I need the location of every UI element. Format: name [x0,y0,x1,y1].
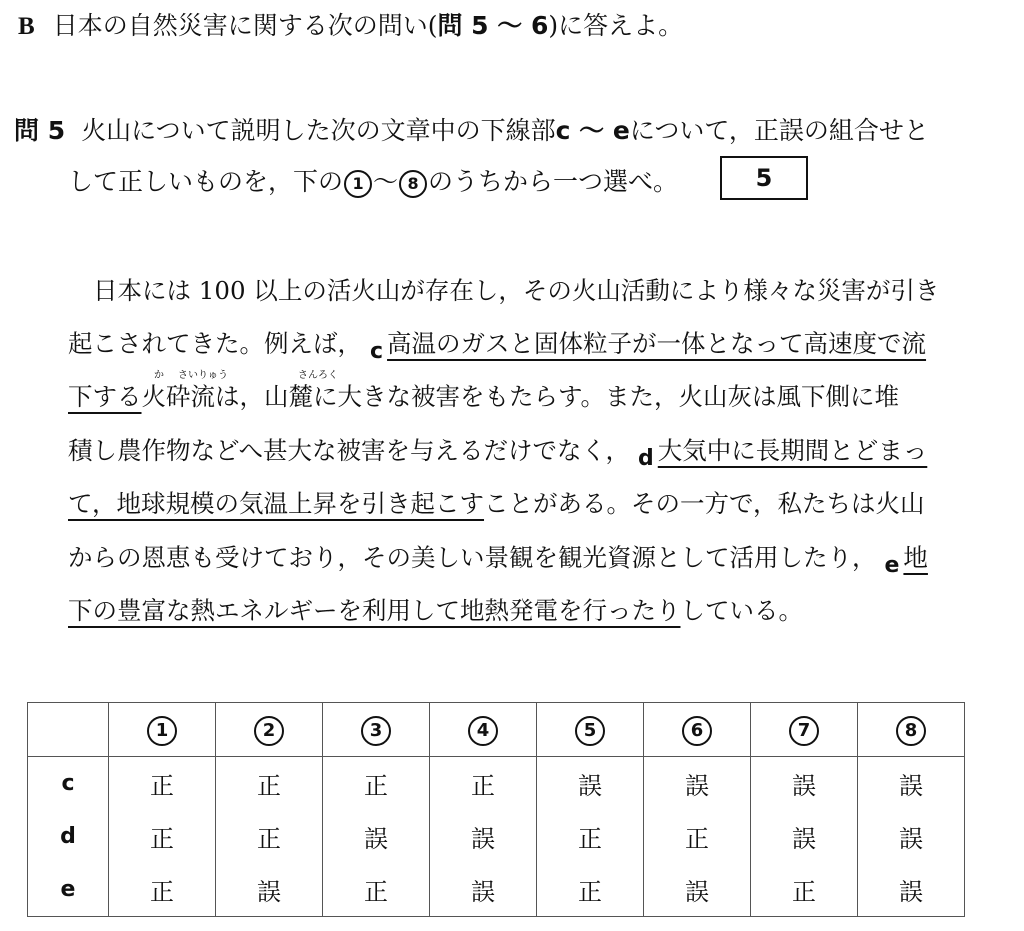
choice-7-label: 7 [789,716,819,746]
table-cell: 正 [644,810,751,863]
question-text-1a: 火山について説明した次の文章中の下線部 [81,116,556,145]
ruby-sairyuu: さいりゅう [178,370,228,381]
passage-text: は， [215,382,264,411]
passage-line-1: 日本には 100 以上の活火山が存在し，その火山活動により様々な災害が引き [93,276,940,305]
passage-text: ことがある。その一方で，私たちは火山 [484,489,925,518]
section-header [18,6,683,42]
question-text-1b: について，正誤の組合せと [629,116,929,145]
question-number: 問 5 [14,116,66,145]
question-text-2b: のうちから一つ選べ。 [428,167,679,196]
table-cell: 誤 [751,757,858,811]
table-cell: 正 [109,863,216,917]
section-question-range: 問 5 〜 6 [437,11,549,40]
question-line-2 [68,162,678,198]
table-cell: 誤 [858,757,965,811]
table-cell: 正 [216,810,323,863]
ruby-ka: か [154,370,164,381]
header-cell [537,703,644,757]
choice-1-label: 1 [147,716,177,746]
section-intro-b: )に答えよ。 [548,11,684,40]
table-cell: 正 [323,757,430,811]
table-cell: 誤 [216,863,323,917]
choice-3-label: 3 [361,716,391,746]
header-cell [644,703,751,757]
table-cell: 正 [109,757,216,811]
table-cell: 誤 [430,863,537,917]
header-cell [430,703,537,757]
underlined-phrase-d-end: て，地球規模の気温上昇を引き起こす [68,489,485,518]
ruby-sanroku: さんろく [298,370,338,381]
passage-text: からの恩恵も受けており，その美しい景観を観光資源として活用したり， [68,543,877,572]
table-cell: 正 [430,757,537,811]
table-cell: 正 [537,810,644,863]
table-corner-cell [28,703,109,757]
table-cell: 誤 [751,810,858,863]
choice-5-label: 5 [575,716,605,746]
choice-6-label: 6 [682,716,712,746]
table-cell: 誤 [858,810,965,863]
table-cell: 正 [751,863,858,917]
passage-line-3 [68,378,899,413]
underline-marker-c: c [370,339,384,364]
term-pyroclastic-flow: 火砕流 [141,382,215,411]
question-text-2a: して正しいものを，下の [68,167,344,196]
underlined-phrase-c: 高温のガスと固体粒子が一体となって高速度で流 [387,329,927,358]
table-cell: 正 [323,863,430,917]
table-cell: 正 [109,810,216,863]
passage-text: 起こされてきた。例えば， [68,329,362,358]
passage-line-2 [68,325,927,364]
underlined-phrase-e: 地 [903,543,928,572]
choice-8-label: 8 [896,716,926,746]
row-label: d [28,810,109,863]
table-header-row [28,703,965,757]
choice-to-marker: 8 [399,170,427,198]
header-cell [216,703,323,757]
choice-2-label: 2 [254,716,284,746]
table-cell: 誤 [537,757,644,811]
underlined-phrase-d: 大気中に長期間とどまっ [657,436,928,465]
section-label: B [18,13,35,40]
header-cell [858,703,965,757]
table-cell: 誤 [858,863,965,917]
table-row-c [28,757,965,811]
table-cell: 誤 [323,810,430,863]
choice-from-marker: 1 [344,170,372,198]
term-sanroku: 山麓 [264,382,313,411]
answer-box[interactable]: 5 [720,156,808,200]
table-cell: 正 [537,863,644,917]
passage-line-5 [68,485,925,520]
passage-line-4 [68,432,928,471]
question-tilde: 〜 [373,167,399,196]
row-label: c [28,757,109,811]
underlined-phrase-c-end: 下する [68,382,142,411]
table-cell: 誤 [644,863,751,917]
header-cell [109,703,216,757]
passage-text: 積し農作物などへ甚大な被害を与えるだけでなく， [68,436,631,465]
passage-line-6 [68,539,928,578]
table-cell: 誤 [430,810,537,863]
underline-range: c 〜 e [555,116,630,145]
underline-marker-e: e [884,553,900,578]
table-cell: 誤 [644,757,751,811]
section-intro-a: 日本の自然災害に関する次の問い( [52,11,438,40]
table-row-e [28,863,965,917]
table-cell: 正 [216,757,323,811]
underline-marker-d: d [638,446,654,471]
choice-table [27,702,965,917]
passage-text: している。 [680,596,803,625]
passage-text: に大きな被害をもたらす。また，火山灰は風下側に堆 [313,382,900,411]
table-row-d [28,810,965,863]
header-cell [323,703,430,757]
underlined-phrase-e-end: 下の豊富な熱エネルギーを利用して地熱発電を行ったり [68,596,681,625]
choice-4-label: 4 [468,716,498,746]
row-label: e [28,863,109,917]
question-line-1 [14,111,929,147]
passage-line-7 [68,592,803,627]
header-cell [751,703,858,757]
